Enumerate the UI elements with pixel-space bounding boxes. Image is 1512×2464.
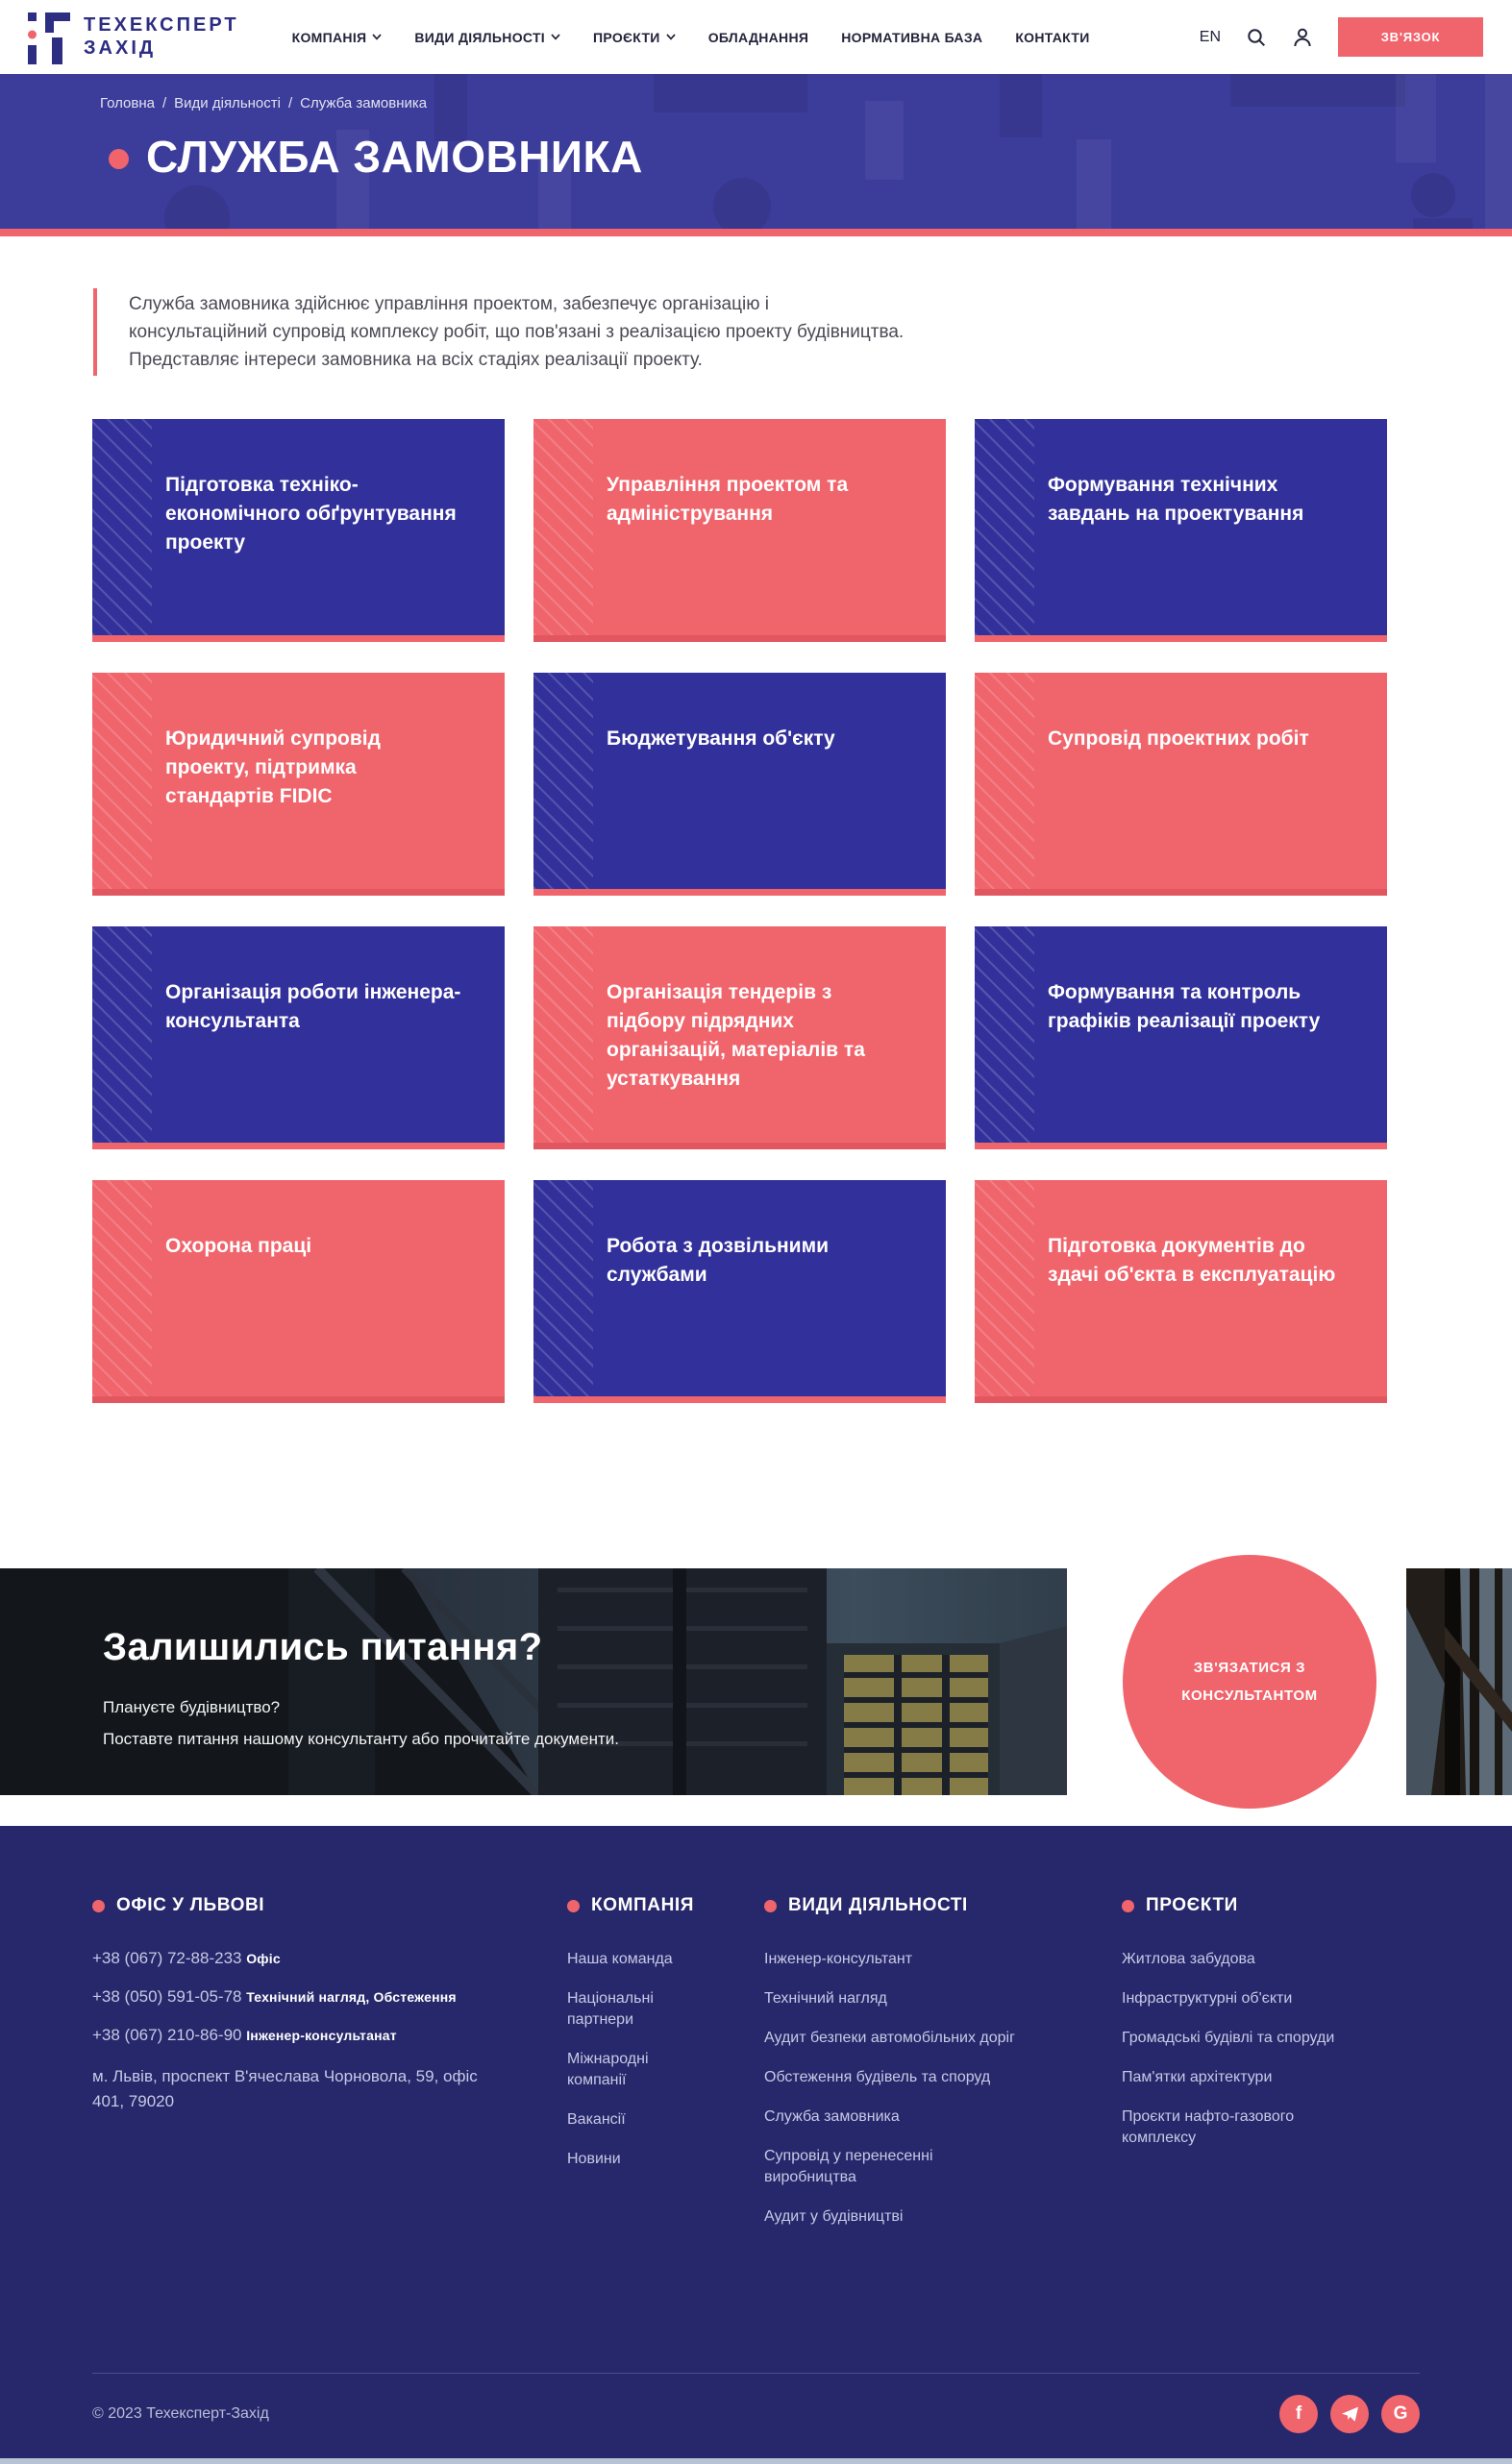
facebook-icon[interactable]: f — [1279, 2395, 1318, 2433]
footer-projects-title: ПРОЄКТИ — [1122, 1895, 1400, 1916]
nav-projects[interactable]: ПРОЄКТИ — [593, 30, 676, 45]
service-card[interactable]: Супровід проектних робіт — [975, 673, 1387, 896]
breadcrumb — [100, 74, 1512, 111]
bullet-dot-icon — [92, 1900, 105, 1912]
footer-link[interactable]: Обстеження будівель та споруд — [764, 2069, 991, 2085]
logo-wordmark: ТЕХЕКСПЕРТ ЗАХІД — [84, 13, 239, 59]
footer-bottom-bar — [92, 2373, 1420, 2433]
chevron-down-icon — [372, 34, 382, 40]
footer-link[interactable]: Технічний нагляд — [764, 1990, 887, 2007]
page-title: СЛУЖБА ЗАМОВНИКА — [146, 132, 643, 182]
cta-text-block — [103, 1626, 619, 1749]
main-navigation — [292, 30, 1090, 45]
cta-line: Плануєте будівництво? — [103, 1698, 281, 1716]
nav-company[interactable]: КОМПАНІЯ — [292, 30, 383, 45]
user-icon[interactable] — [1292, 27, 1313, 48]
footer-office-title: ОФІС У ЛЬВОВІ — [92, 1895, 567, 1916]
hero-accent-bar — [0, 229, 1512, 236]
contact-consultant-button[interactable]: ЗВ'ЯЗАТИСЯ З КОНСУЛЬТАНТОМ — [1123, 1555, 1376, 1809]
footer-link[interactable]: Національні партнери — [567, 1990, 654, 2028]
footer-link[interactable]: Наша команда — [567, 1951, 673, 1967]
cta-section — [0, 1568, 1512, 1795]
hero-section — [0, 74, 1512, 229]
service-card[interactable]: Управління проектом та адміністрування — [533, 419, 946, 642]
cta-title: Залишились питання? — [103, 1626, 543, 1668]
office-address: м. Львів, проспект В'ячеслава Чорновола, 59, офіс 401, 79020 — [92, 2067, 478, 2110]
title-bullet-icon — [109, 149, 129, 169]
footer-link[interactable]: Інфраструктурні об'єкти — [1122, 1990, 1293, 2007]
footer-link[interactable]: Інженер-консультант — [764, 1951, 913, 1967]
service-card[interactable]: Робота з дозвільними службами — [533, 1180, 946, 1403]
footer-link[interactable]: Аудит безпеки автомобільних доріг — [764, 2030, 1015, 2046]
site-header — [0, 0, 1512, 74]
bullet-dot-icon — [567, 1900, 580, 1912]
contact-button[interactable]: ЗВ'ЯЗОК — [1338, 17, 1483, 57]
cta-side-photo — [1406, 1568, 1512, 1795]
social-links — [1279, 2395, 1420, 2433]
nav-normative-base[interactable]: НОРМАТИВНА БАЗА — [841, 29, 983, 45]
language-switch[interactable]: EN — [1199, 28, 1221, 45]
site-footer — [0, 1826, 1512, 2458]
footer-link[interactable]: Проєкти нафто-газового комплексу — [1122, 2108, 1295, 2146]
footer-link[interactable]: Служба замовника — [764, 2108, 900, 2125]
chevron-down-icon — [551, 34, 560, 40]
nav-equipment[interactable]: ОБЛАДНАННЯ — [707, 29, 809, 45]
bullet-dot-icon — [1122, 1900, 1134, 1912]
service-card[interactable]: Формування технічних завдань на проектування — [975, 419, 1387, 642]
phone-link[interactable]: +38 (067) 72-88-233 Офіс — [92, 1949, 281, 1967]
window-bottom-edge — [0, 2458, 1512, 2464]
service-card[interactable]: Підготовка документів до здачі об'єкта в експлуатацію — [975, 1180, 1387, 1403]
footer-company-title: КОМПАНІЯ — [567, 1895, 764, 1916]
copyright: © 2023 Техексперт-Захід — [92, 2405, 269, 2422]
footer-link[interactable]: Житлова забудова — [1122, 1951, 1255, 1967]
footer-link[interactable]: Міжнародні компанії — [567, 2051, 649, 2088]
footer-link[interactable]: Супровід у перенесенні виробництва — [764, 2148, 933, 2185]
intro-paragraph: Служба замовника здійснює управління проектом, забезпечує організацію і консультаційний супровід комплексу робіт, що пов'язані з реалізацією проекту будівництва. Представляє інтереси замовника на всіх стадіях реалізації проекту. — [129, 294, 905, 370]
breadcrumb-activities[interactable]: Види діяльності — [174, 95, 281, 111]
service-card[interactable]: Організація роботи інженера-консультанта — [92, 926, 505, 1149]
footer-office-column — [92, 1895, 567, 2246]
footer-link[interactable]: Пам'ятки архітектури — [1122, 2069, 1273, 2085]
services-grid — [92, 419, 1387, 1403]
service-card[interactable]: Охорона праці — [92, 1180, 505, 1403]
phone-link[interactable]: +38 (050) 591-05-78 Технічний нагляд, Обстеження — [92, 1987, 457, 2006]
footer-company-column — [567, 1895, 764, 2246]
footer-activities-column — [764, 1895, 1122, 2246]
chevron-down-icon — [666, 34, 676, 40]
phone-link[interactable]: +38 (067) 210-86-90 Інженер-консультанат — [92, 2026, 397, 2044]
footer-link[interactable]: Новини — [567, 2151, 621, 2167]
service-card[interactable]: Бюджетування об'єкту — [533, 673, 946, 896]
breadcrumb-home[interactable]: Головна — [100, 95, 155, 111]
nav-contacts[interactable]: КОНТАКТИ — [1015, 29, 1090, 45]
bullet-dot-icon — [764, 1900, 777, 1912]
nav-activities[interactable]: ВИДИ ДІЯЛЬНОСТІ — [414, 30, 560, 45]
search-icon[interactable] — [1246, 27, 1267, 48]
cta-line: Поставте питання нашому консультанту або прочитайте документи. — [103, 1730, 619, 1748]
service-card[interactable]: Юридичний супровід проекту, підтримка стандартів FIDIC — [92, 673, 505, 896]
footer-columns — [0, 1826, 1512, 2246]
logo[interactable] — [26, 9, 239, 66]
breadcrumb-separator: / — [162, 95, 167, 111]
footer-projects-column — [1122, 1895, 1400, 2246]
service-card[interactable]: Формування та контроль графіків реалізації проекту — [975, 926, 1387, 1149]
header-actions — [1200, 17, 1483, 57]
footer-link[interactable]: Громадські будівлі та споруди — [1122, 2030, 1335, 2046]
google-icon[interactable]: G — [1381, 2395, 1420, 2433]
logo-mark-icon — [26, 9, 72, 66]
footer-link[interactable]: Аудит у будівництві — [764, 2208, 904, 2225]
service-card[interactable]: Підготовка техніко-економічного обґрунтування проекту — [92, 419, 505, 642]
footer-link[interactable]: Вакансії — [567, 2111, 626, 2128]
intro-block — [93, 288, 905, 376]
telegram-icon[interactable] — [1330, 2395, 1369, 2433]
breadcrumb-current: Служба замовника — [300, 95, 428, 111]
footer-activities-title: ВИДИ ДІЯЛЬНОСТІ — [764, 1895, 1122, 1916]
page-title-row — [100, 131, 1512, 183]
service-card[interactable]: Організація тендерів з підбору підрядних організацій, матеріалів та устаткування — [533, 926, 946, 1149]
breadcrumb-separator: / — [287, 95, 293, 111]
